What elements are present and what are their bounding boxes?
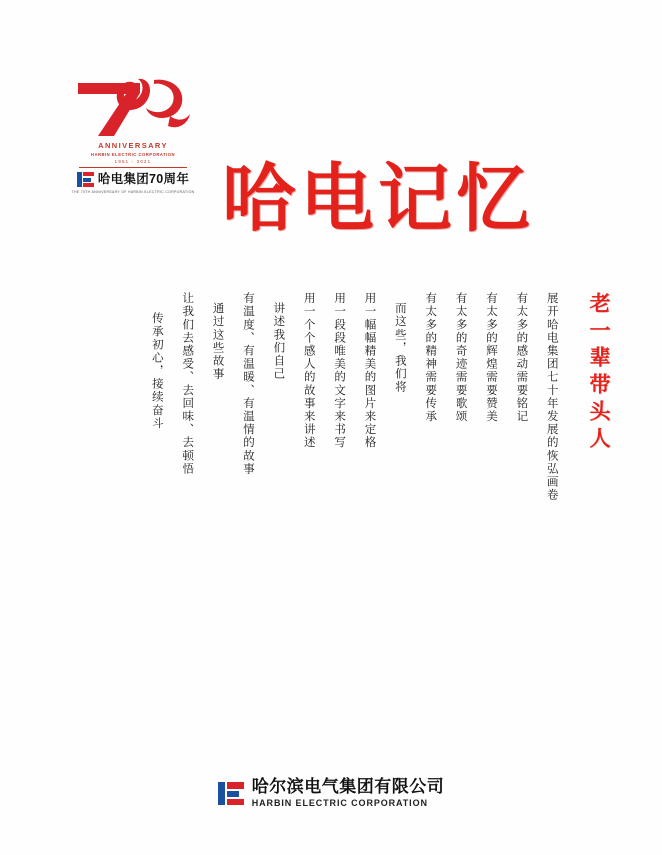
poem-line: 用一段段唯美的文字来书写	[333, 292, 348, 450]
logo-brand-en: THE 70TH ANNIVERSARY OF HARBIN ELECTRIC CORPORATION	[71, 190, 195, 194]
poem-headline: 老一辈带头人	[587, 292, 611, 454]
anniversary-years: 1951 - 2021	[114, 159, 152, 164]
footer-company-block	[252, 778, 445, 809]
poem-line: 而这些，我们将	[393, 302, 408, 394]
he-logo-icon	[77, 172, 94, 187]
poem-line: 传承初心，接续奋斗	[150, 312, 165, 430]
logo-brand-cn: 哈电集团70周年	[97, 172, 190, 187]
poem-line: 用一幅幅精美的图片来定格	[363, 292, 378, 450]
he-logo-icon	[218, 782, 244, 805]
anniversary-sub-label: HARBIN ELECTRIC CORPORATION	[90, 152, 176, 157]
anniversary-logo	[63, 76, 203, 194]
poem-line: 有太多的精神需要传承	[424, 292, 439, 423]
poem-line: 讲述我们自己	[272, 302, 287, 381]
poem-line: 有太多的奇迹需要歌颂	[454, 292, 469, 423]
poster-footer	[0, 778, 662, 809]
poem-line: 让我们去感受、去回味、去顿悟	[181, 292, 196, 476]
logo-divider	[79, 167, 187, 168]
seventy-brush-numeral-icon	[63, 76, 203, 140]
logo-brand-row	[63, 172, 203, 187]
poem-block	[60, 292, 620, 502]
poem-line: 有太多的辉煌需要赞美	[485, 292, 499, 423]
poem-line: 有太多的感动需要铭记	[515, 292, 530, 423]
footer-company-en: HARBIN ELECTRIC CORPORATION	[251, 798, 428, 809]
footer-company-cn: 哈尔滨电气集团有限公司	[251, 777, 445, 797]
poster-header	[0, 76, 662, 242]
poem-line: 有温度、有温暖、有温情的故事	[242, 292, 256, 476]
anniversary-label: ANNIVERSARY	[98, 141, 168, 150]
poem-line: 通过这些故事	[211, 302, 226, 381]
poem-line: 用一个个感人的故事来讲述	[302, 292, 317, 450]
page-title: 哈电记忆	[222, 156, 534, 242]
poem-line: 展开哈电集团七十年发展的恢弘画卷	[545, 292, 560, 502]
